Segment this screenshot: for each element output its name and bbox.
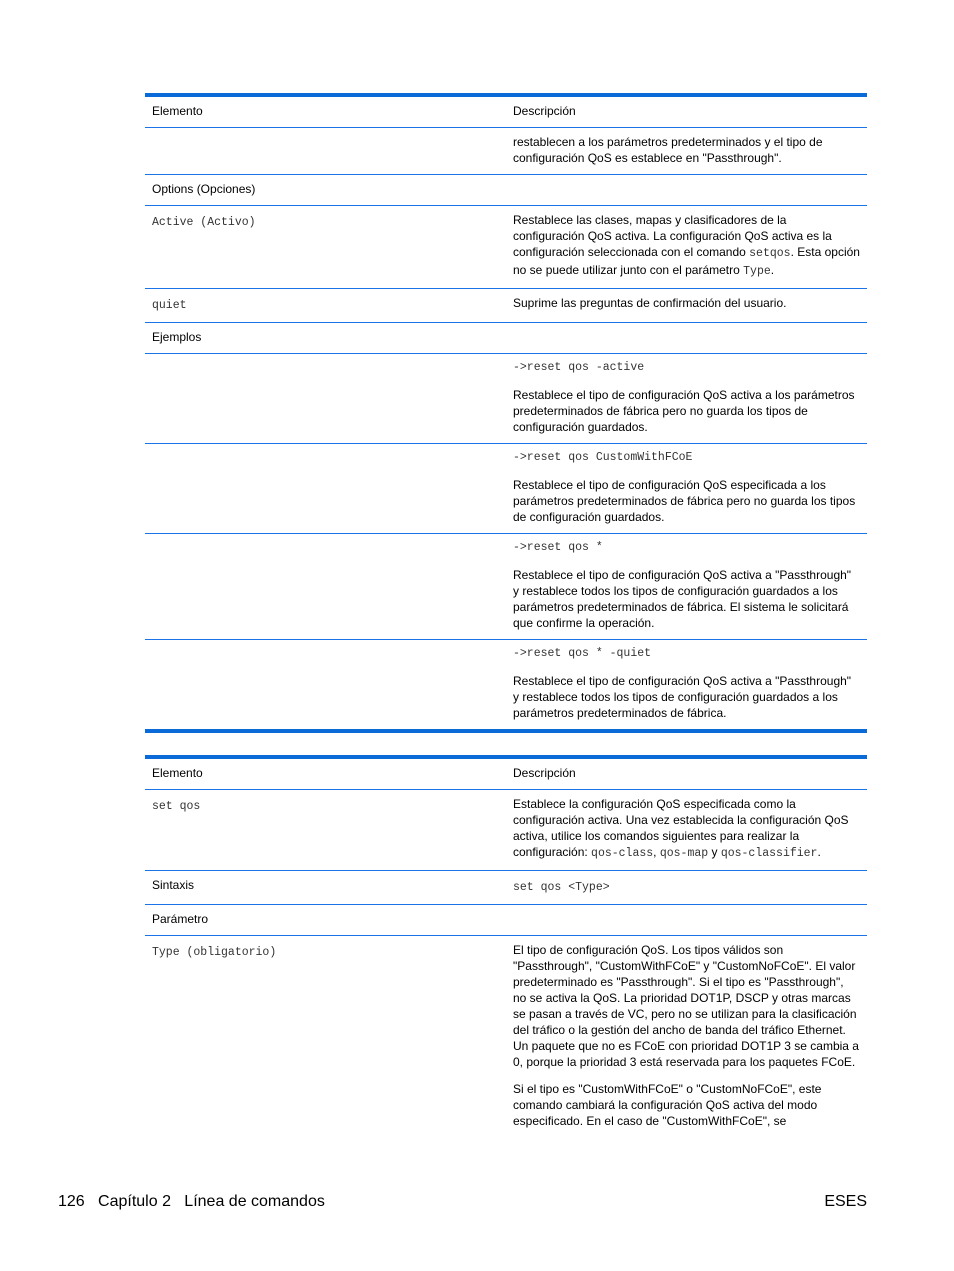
table-row bbox=[145, 206, 867, 289]
section-row-parameter bbox=[145, 905, 867, 936]
syntax-code: set qos <Type> bbox=[513, 881, 610, 894]
example-text: Restablece el tipo de configuración QoS activa a "Passthrough" y restablece todos los tipos de configuración guardados a los parámetros predeterminados de fábrica. bbox=[513, 674, 852, 720]
example-code: ->reset qos CustomWithFCoE bbox=[513, 451, 693, 464]
table-header-row bbox=[145, 759, 867, 790]
example-text: Restablece el tipo de configuración QoS especificada a los parámetros predeterminados de fábrica pero no guarda los tipos de configuración guardados. bbox=[513, 478, 856, 524]
header-elemento: Elemento bbox=[152, 766, 203, 780]
quiet-option-description: Suprime las preguntas de confirmación del usuario. bbox=[513, 296, 787, 310]
example-code: ->reset qos * -quiet bbox=[513, 647, 652, 660]
example-row bbox=[145, 534, 867, 640]
table-row bbox=[145, 936, 867, 1137]
active-option-description: Restablece las clases, mapas y clasificadores de la configuración QoS activa. La configuración QoS activa es la configuración seleccionada con el comando setqos. Esta opción no se puede utilizar junto con el parámetro Type. bbox=[513, 213, 860, 278]
example-text: Restablece el tipo de configuración QoS activa a "Passthrough" y restablece todos los tipos de configuración guardados a los parámetros predeterminados de fábrica. El sistema le solicitará que confirme la operación. bbox=[513, 568, 852, 630]
example-row bbox=[145, 354, 867, 444]
table-bottom-rule bbox=[145, 729, 867, 733]
type-param-code: Type (obligatorio) bbox=[152, 946, 277, 959]
page-footer bbox=[58, 1192, 867, 1212]
continued-description: restablecen a los parámetros predeterminados y el tipo de configuración QoS es establece en "Passthrough". bbox=[513, 135, 823, 165]
quiet-option-code: quiet bbox=[152, 299, 187, 312]
type-param-description-continued: Si el tipo es "CustomWithFCoE" o "CustomNoFCoE", este comando cambiará la configuración QoS activa del modo especificado. En el caso de "CustomWithFCoE", se bbox=[513, 1082, 822, 1128]
reset-qos-table bbox=[145, 93, 867, 733]
section-row-options bbox=[145, 175, 867, 206]
footer-page-chapter: 126 Capítulo 2 Línea de comandos bbox=[58, 1193, 325, 1210]
section-row-examples bbox=[145, 323, 867, 354]
active-option-code: Active (Activo) bbox=[152, 216, 256, 229]
example-text: Restablece el tipo de configuración QoS activa a los parámetros predeterminados de fábrica pero no guarda los tipos de configuración guardados. bbox=[513, 388, 855, 434]
set-qos-table bbox=[145, 755, 867, 1137]
table-row bbox=[145, 790, 867, 871]
examples-label: Ejemplos bbox=[152, 330, 202, 344]
set-qos-code: set qos bbox=[152, 800, 201, 813]
syntax-label: Sintaxis bbox=[152, 878, 195, 892]
header-descripcion: Descripción bbox=[513, 766, 576, 780]
example-code: ->reset qos * bbox=[513, 541, 603, 554]
example-code: ->reset qos -active bbox=[513, 361, 645, 374]
example-row bbox=[145, 640, 867, 729]
type-param-description: El tipo de configuración QoS. Los tipos válidos son "Passthrough", "CustomWithFCoE" y "CustomNoFCoE". El valor predeterminado es "Passthrough". Si el tipo es "Passthrough", no se activa la QoS. La prioridad DOT1P, DSCP y otras marcas se pasan a través de VC, pero no se utilizan para la clasificación del tráfico o la gestión del ancho de banda del tráfico Ethernet. Un paquete que no es FCoE con prioridad DOT1P 3 se cambia a 0, porque la prioridad 3 está reservada para los paquetes FCoE. bbox=[513, 943, 859, 1069]
header-descripcion: Descripción bbox=[513, 104, 576, 118]
options-label: Options (Opciones) bbox=[152, 182, 256, 196]
table-header-row bbox=[145, 97, 867, 128]
header-elemento: Elemento bbox=[152, 104, 203, 118]
table-row bbox=[145, 128, 867, 175]
example-row bbox=[145, 444, 867, 534]
table-row bbox=[145, 289, 867, 323]
footer-locale: ESES bbox=[824, 1193, 867, 1210]
set-qos-description: Establece la configuración QoS especificada como la configuración activa. Una vez establecida la configuración QoS activa, utilice los comandos siguientes para realizar la configuración: qos-class, qos-map y qos-classifier. bbox=[513, 797, 849, 860]
syntax-row bbox=[145, 871, 867, 905]
parameter-label: Parámetro bbox=[152, 912, 209, 926]
